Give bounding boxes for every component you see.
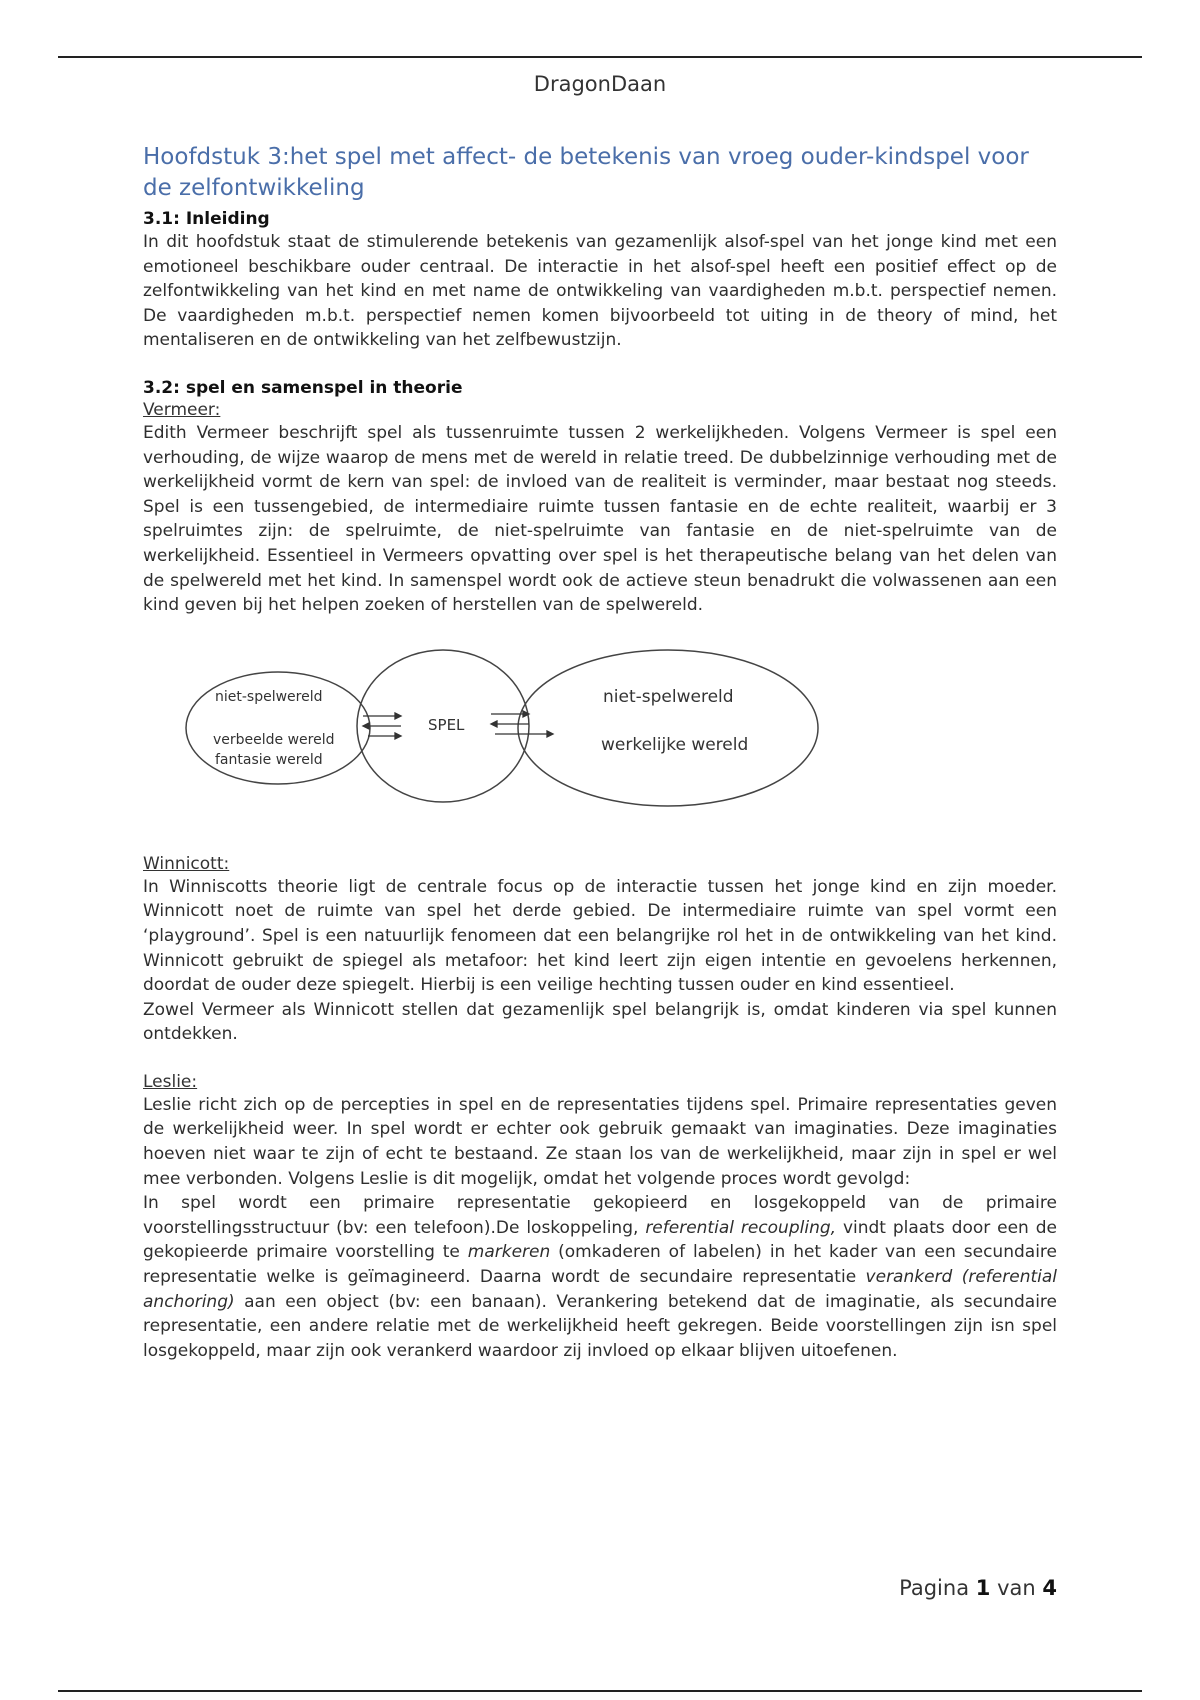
leslie-paragraph: Leslie richt zich op de percepties in spel en de representaties tijdens spel. Primaire representaties geven de werkelijkheid weer. In spel wordt er echter ook gebruik gemaakt van imaginaties. Deze imaginaties hoeven niet waar te zijn of echt te bestaand. Ze staan los van de werkelijkheid, maar zijn in spel er wel mee verbonden. Volgens Leslie is dit mogelijk, omdat het volgende proces wordt gevolgd: [143, 1094, 1057, 1189]
diagram-label-left-mid: verbeelde wereld [213, 731, 335, 748]
term-verankerd: verankerd (referential anchoring) [143, 1267, 1057, 1312]
intro-paragraph: In dit hoofdstuk staat de stimulerende betekenis van gezamenlijk alsof-spel van het jonge kind met een emotioneel beschikbare ouder centraal. De interactie in het alsof-spel heeft een positief effect op de zelfontwikkeling van het kind en met name de ontwikkeling van vaardigheden m.b.t. perspectief nemen. De vaardigheden m.b.t. perspectief nemen komen bijvoorbeeld tot uiting in de theory of mind, het mentaliseren en de ontwikkeling van het zelfbewustzijn. [143, 232, 1057, 351]
chapter-title: Hoofdstuk 3:het spel met affect- de betekenis van vroeg ouder-kindspel voor de zelfontwikkeling [143, 144, 1029, 201]
arrows-right [491, 711, 553, 737]
diagram-label-center: SPEL [428, 715, 465, 734]
total-pages: 4 [1042, 1576, 1057, 1600]
subheading-leslie: Leslie: [143, 1071, 198, 1092]
current-page: 1 [975, 1576, 991, 1600]
vermeer-paragraph: Edith Vermeer beschrijft spel als tussenruimte tussen 2 werkelijkheden. Volgens Vermeer is spel een verhouding, de wijze waarop de mens met de wereld in relatie treed. De dubbelzinnige verhouding met de werkelijkheid vormt de kern van spel: de invloed van de realiteit is verminder, maar bestaat nog steeds. Spel is een tussengebied, de intermediaire ruimte tussen fantasie en de echte realiteit, waarbij er 3 spelruimtes zijn: de spelruimte, de niet-spelruimte van fantasie en de niet-spelruimte van de werkelijkheid. Essentieel in Vermeers opvatting over spel is het therapeutische belang van het delen van de spelwereld met het kind. In samenspel wordt ook de actieve steun benadrukt die volwassenen aan een kind geven bij het helpen zoeken of herstellen van de spelwereld. [143, 422, 1057, 616]
diagram-label-left-top: niet-spelwereld [215, 688, 323, 705]
page-content [143, 142, 1057, 1363]
reality-circle [518, 650, 818, 806]
diagram-label-right-bottom: werkelijke wereld [601, 734, 749, 755]
footer-rule [58, 1690, 1142, 1692]
section-heading-intro: 3.1: Inleiding [143, 209, 270, 229]
document-author: DragonDaan [533, 72, 667, 96]
subheading-vermeer: Vermeer: [143, 399, 221, 420]
play-space-diagram [173, 646, 833, 811]
page-number: Pagina 1 van 4 [899, 1576, 1057, 1600]
winnicott-paragraph: In Winniscotts theorie ligt de centrale focus op de interactie tussen het jonge kind en zijn moeder. Winnicott noet de ruimte van spel het derde gebied. De intermediaire ruimte van spel vormt een ‘playground’. Spel is een natuurlijk fenomeen dat een belangrijke rol het in de ontwikkeling van het kind. Winnicott gebruikt de spiegel als metafoor: het kind leert zijn eigen intentie en gevoelens herkennen, doordat de ouder deze spiegelt. Hierbij is een veilige hechting tussen ouder en kind essentieel. [143, 876, 1057, 996]
winnicott-conclusion: Zowel Vermeer als Winnicott stellen dat gezamenlijk spel belangrijk is, omdat kinderen via spel kunnen ontdekken. [143, 999, 1057, 1045]
subheading-winnicott: Winnicott: [143, 853, 230, 874]
diagram-label-left-bottom: fantasie wereld [215, 751, 323, 768]
diagram-label-right-top: niet-spelwereld [603, 686, 734, 707]
term-referential-recoupling: referential recoupling, [645, 1217, 837, 1238]
term-markeren: markeren [467, 1242, 551, 1263]
section-heading-theory: 3.2: spel en samenspel in theorie [143, 377, 463, 398]
header-rule [58, 56, 1142, 58]
leslie-process-paragraph: In spel wordt een primaire representatie gekopieerd en losgekoppeld van de primaire voorstellingsstructuur (bv: een telefoon).De loskoppeling, referential recoupling, vindt plaats door een de gekopieerde primaire voorstelling te markeren (omkaderen of labelen) in het kader van een secundaire representatie welke is geïmagineerd. Daarna wordt de secundaire representatie verankerd (referential anchoring) aan een object (bv: een banaan). Verankering betekend dat de imaginatie, als secundaire representatie, een andere relatie met de werkelijkheid heeft gekregen. Beide voorstellingen zijn isn spel losgekoppeld, maar zijn ook verankerd waardoor zij invloed op elkaar blijven uitoefenen. [143, 1193, 1057, 1361]
